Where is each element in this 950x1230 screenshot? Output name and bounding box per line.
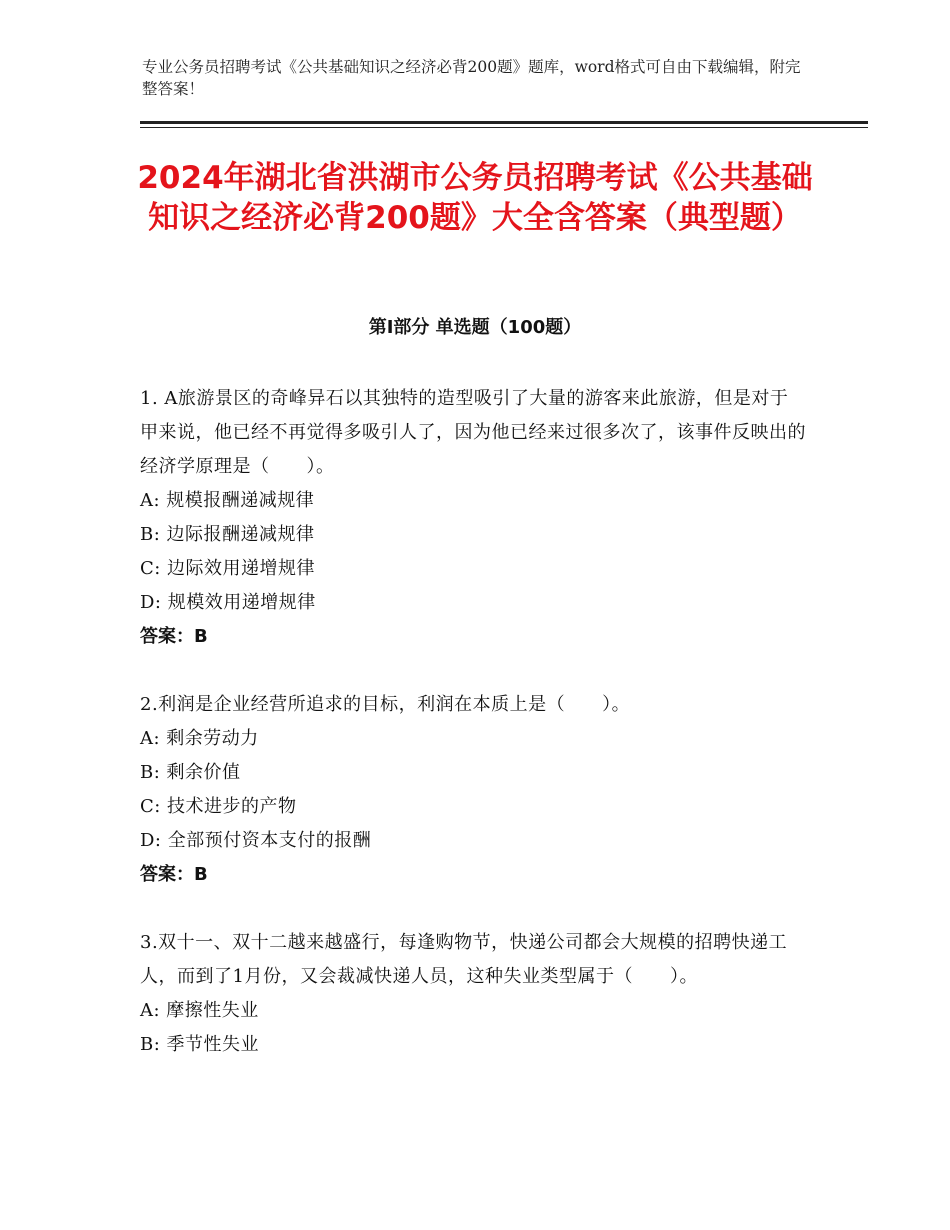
- section-heading: 第Ⅰ部分 单选题（100题）: [368, 317, 582, 338]
- question-list: [140, 382, 806, 1096]
- option-c: C: 边际效用递增规律: [140, 558, 316, 579]
- question-1: [140, 382, 806, 654]
- document-title: 2024年湖北省洪湖市公务员招聘考试《公共基础知识之经济必背200题》大全含答案（典型题）: [137, 160, 813, 236]
- option-d: D: 全部预付资本支付的报酬: [140, 830, 372, 851]
- option-b: B: 季节性失业: [140, 1034, 260, 1055]
- option-a: A: 规模报酬递减规律: [140, 490, 315, 511]
- option-d: D: 规模效用递增规律: [140, 592, 316, 613]
- question-2: [140, 688, 806, 892]
- question-3: [140, 926, 806, 1062]
- header-divider-thick: [140, 121, 868, 124]
- option-a: A: 剩余劳动力: [140, 728, 259, 749]
- option-b: B: 边际报酬递减规律: [140, 524, 315, 545]
- option-b: B: 剩余价值: [140, 762, 241, 783]
- question-text: 2.利润是企业经营所追求的目标，利润在本质上是（ ）。: [140, 694, 631, 715]
- option-a: A: 摩擦性失业: [140, 1000, 259, 1021]
- header-divider-thin: [140, 127, 868, 128]
- question-text: 3.双十一、双十二越来越盛行，每逢购物节，快递公司都会大规模的招聘快递工人，而到了1月份，又会裁减快递人员，这种失业类型属于（ ）。: [140, 932, 788, 987]
- question-text: 1. A旅游景区的奇峰异石以其独特的造型吸引了大量的游客来此旅游，但是对于甲来说，他已经不再觉得多吸引人了，因为他已经来过很多次了，该事件反映出的经济学原理是（ ）。: [140, 388, 806, 477]
- answer: 答案：B: [140, 626, 208, 647]
- answer: 答案：B: [140, 864, 208, 885]
- option-c: C: 技术进步的产物: [140, 796, 297, 817]
- header-note: 专业公务员招聘考试《公共基础知识之经济必背200题》题库，word格式可自由下载编辑，附完整答案！: [142, 58, 801, 98]
